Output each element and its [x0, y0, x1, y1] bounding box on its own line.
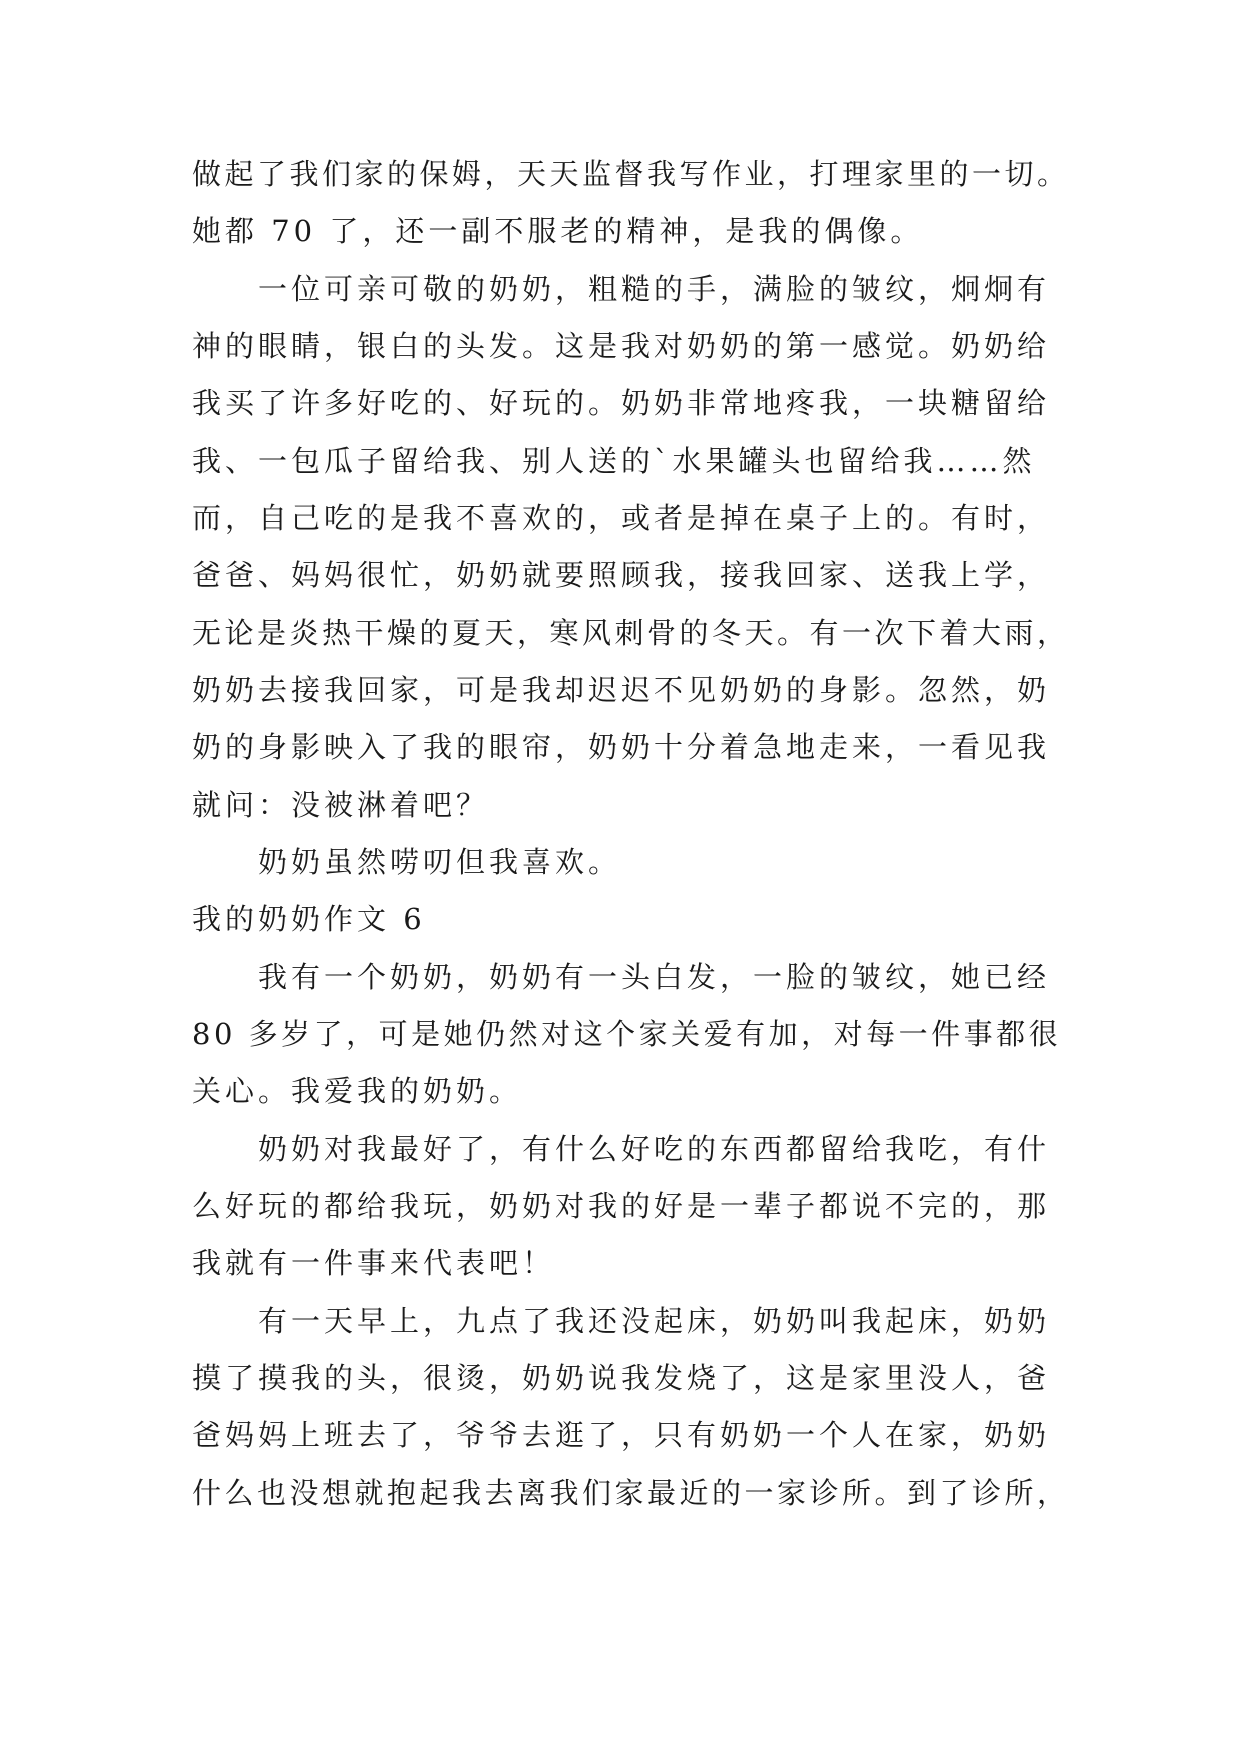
text-line: 么好玩的都给我玩，奶奶对我的好是一辈子都说不完的，那	[192, 1189, 1051, 1223]
text-line: 就问：没被淋着吧？	[192, 788, 490, 822]
text-line: 关心。我爱我的奶奶。	[192, 1074, 523, 1108]
text-line: 无论是炎热干燥的夏天，寒风刺骨的冬天。有一次下着大雨，	[192, 616, 1070, 650]
text-line: 爸妈妈上班去了，爷爷去逛了，只有奶奶一个人在家，奶奶	[192, 1418, 1051, 1452]
text-line: 她都 70 了，还一副不服老的精神，是我的偶像。	[192, 214, 924, 248]
text-line: 而，自己吃的是我不喜欢的，或者是掉在桌子上的。有时，	[192, 501, 1051, 535]
section-heading: 我的奶奶作文 6	[192, 902, 426, 936]
text-line: 奶的身影映入了我的眼帘，奶奶十分着急地走来，一看见我	[192, 730, 1051, 764]
text-line: 爸爸、妈妈很忙，奶奶就要照顾我，接我回家、送我上学，	[192, 558, 1051, 592]
text-line: 80 多岁了，可是她仍然对这个家关爱有加，对每一件事都很	[192, 1017, 1062, 1051]
text-line: 奶奶去接我回家，可是我却迟迟不见奶奶的身影。忽然，奶	[192, 673, 1051, 707]
paragraph-first-line: 我有一个奶奶，奶奶有一头白发，一脸的皱纹，她已经	[258, 960, 1051, 994]
paragraph-first-line: 奶奶对我最好了，有什么好吃的东西都留给我吃，有什	[258, 1132, 1051, 1166]
paragraph-first-line: 有一天早上，九点了我还没起床，奶奶叫我起床，奶奶	[258, 1304, 1051, 1338]
text-line: 摸了摸我的头，很烫，奶奶说我发烧了，这是家里没人，爸	[192, 1361, 1051, 1395]
text-line: 我买了许多好吃的、好玩的。奶奶非常地疼我，一块糖留给	[192, 386, 1051, 420]
text-line: 我就有一件事来代表吧！	[192, 1246, 556, 1280]
paragraph-first-line: 一位可亲可敬的奶奶，粗糙的手，满脸的皱纹，炯炯有	[258, 272, 1051, 306]
paragraph-first-line: 奶奶虽然唠叨但我喜欢。	[258, 845, 622, 879]
text-line: 神的眼睛，银白的头发。这是我对奶奶的第一感觉。奶奶给	[192, 329, 1051, 363]
text-line: 我、一包瓜子留给我、别人送的`水果罐头也留给我……然	[192, 444, 1036, 478]
text-line: 什么也没想就抱起我去离我们家最近的一家诊所。到了诊所，	[192, 1476, 1070, 1510]
text-line: 做起了我们家的保姆，天天监督我写作业，打理家里的一切。	[192, 157, 1070, 191]
